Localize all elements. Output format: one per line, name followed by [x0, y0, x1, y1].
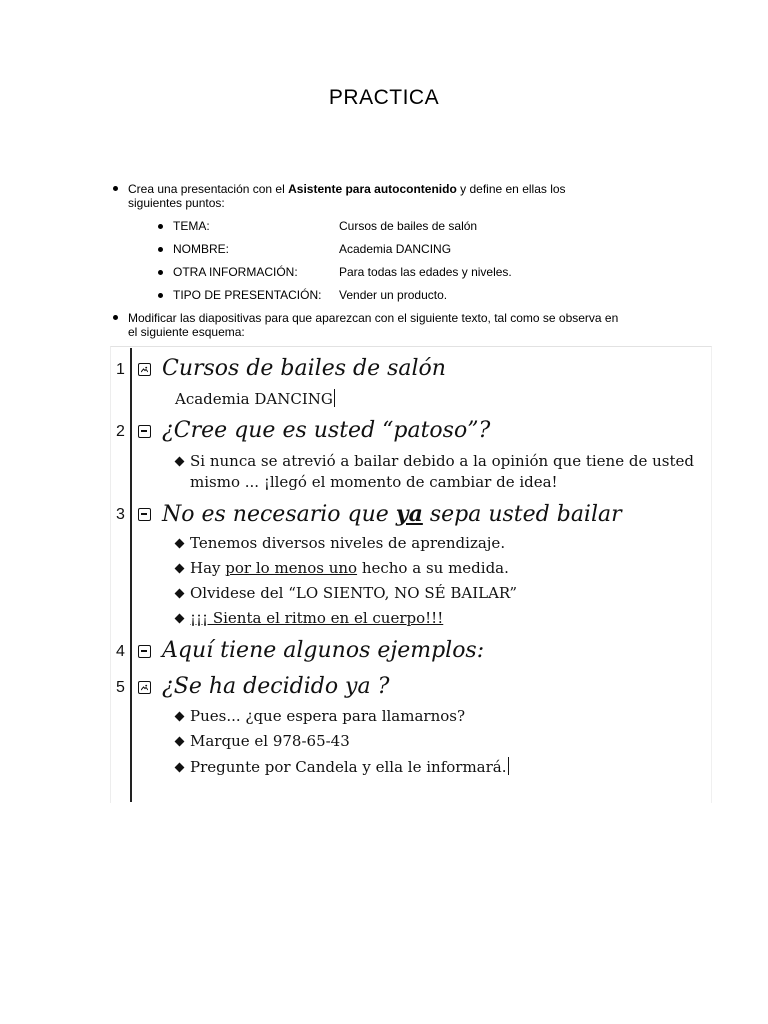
point-value-nombre: Academia DANCING [339, 242, 452, 256]
point-label-otra: OTRA INFORMACIÓN: [173, 265, 298, 279]
point-value-tema: Cursos de bailes de salón [339, 219, 478, 233]
slide-bullet-post: hecho a su medida. [357, 559, 509, 577]
instruction-1-bold: Asistente para autocontenido [288, 182, 457, 196]
instruction-1-line2: siguientes puntos: [128, 196, 225, 210]
slide-title-post: sepa usted bailar [422, 502, 622, 527]
point-value-tipo: Vender un producto. [339, 288, 448, 302]
slide-title [162, 501, 622, 528]
page-title: PRACTICA [328, 86, 440, 109]
instruction-2-line1: Modificar las diapositivas para que aparezcan con el siguiente texto, tal como se observa en [128, 311, 619, 325]
slide-subtitle-text: Academia DANCING [175, 390, 333, 408]
slide-image-icon [138, 363, 151, 376]
slide-bullet: Si nunca se atrevió a bailar debido a la opinión que tiene de usted [190, 452, 694, 470]
slide-number: 1 [116, 361, 125, 378]
point-label-tema: TEMA: [173, 219, 210, 233]
slide-bullet: Olvidese del “LO SIENTO, NO SÉ BAILAR” [190, 584, 518, 602]
slide-text-icon [138, 645, 151, 658]
bullet-icon [113, 315, 118, 320]
point-label-tipo: TIPO DE PRESENTACIÓN: [173, 288, 322, 302]
slide-number: 4 [116, 643, 125, 660]
point-label-nombre: NOMBRE: [173, 242, 230, 256]
slide-title: Cursos de bailes de salón [162, 356, 446, 381]
instruction-1 [128, 182, 668, 210]
slide-number: 5 [116, 679, 125, 696]
slide-bullet-underlined: por lo menos uno [225, 559, 358, 577]
point-value-otra: Para todas las edades y niveles. [339, 265, 512, 279]
slide-title: Aquí tiene algunos ejemplos: [162, 638, 485, 663]
slide-title: ¿Cree que es usted “patoso”? [162, 418, 491, 443]
text-cursor [334, 389, 335, 407]
instruction-2-line2: el siguiente esquema: [128, 325, 245, 339]
slide-subtitle [175, 387, 335, 411]
slide-title-pre: No es necesario que [162, 502, 396, 527]
slide-bullet-continuation: mismo ... ¡llegó el momento de cambiar de idea! [190, 473, 558, 491]
slide-bullet [190, 755, 509, 779]
sub-bullet-icon [158, 247, 163, 252]
slide-title: ¿Se ha decidido ya ? [162, 674, 390, 699]
outline-margin-line [130, 348, 132, 802]
instruction-1-pre: Crea una presentación con el [128, 182, 289, 196]
text-cursor [508, 757, 509, 775]
sub-bullet-icon [158, 293, 163, 298]
slide-image-icon [138, 681, 151, 694]
bullet-icon [113, 186, 118, 191]
slide-text-icon [138, 425, 151, 438]
slide-number: 3 [116, 506, 125, 523]
slide-bullet: Pues... ¿que espera para llamarnos? [190, 707, 466, 725]
sub-bullet-icon [158, 270, 163, 275]
sub-bullet-icon [158, 224, 163, 229]
slide-bullet: ¡¡¡ Sienta el ritmo en el cuerpo!!! [190, 609, 444, 627]
slide-bullet: Tenemos diversos niveles de aprendizaje. [190, 534, 506, 552]
slide-title-emphasis: ya [395, 501, 423, 527]
slide-bullet-pre: Hay [190, 559, 226, 577]
slide-number: 2 [116, 423, 125, 440]
instruction-2 [128, 311, 688, 339]
slide-text-icon [138, 508, 151, 521]
slide-bullet-text: Pregunte por Candela y ella le informará. [190, 758, 507, 776]
slide-bullet [190, 556, 509, 580]
slide-bullet: Marque el 978-65-43 [190, 732, 350, 750]
instruction-1-post: y define en ellas los [456, 182, 566, 196]
